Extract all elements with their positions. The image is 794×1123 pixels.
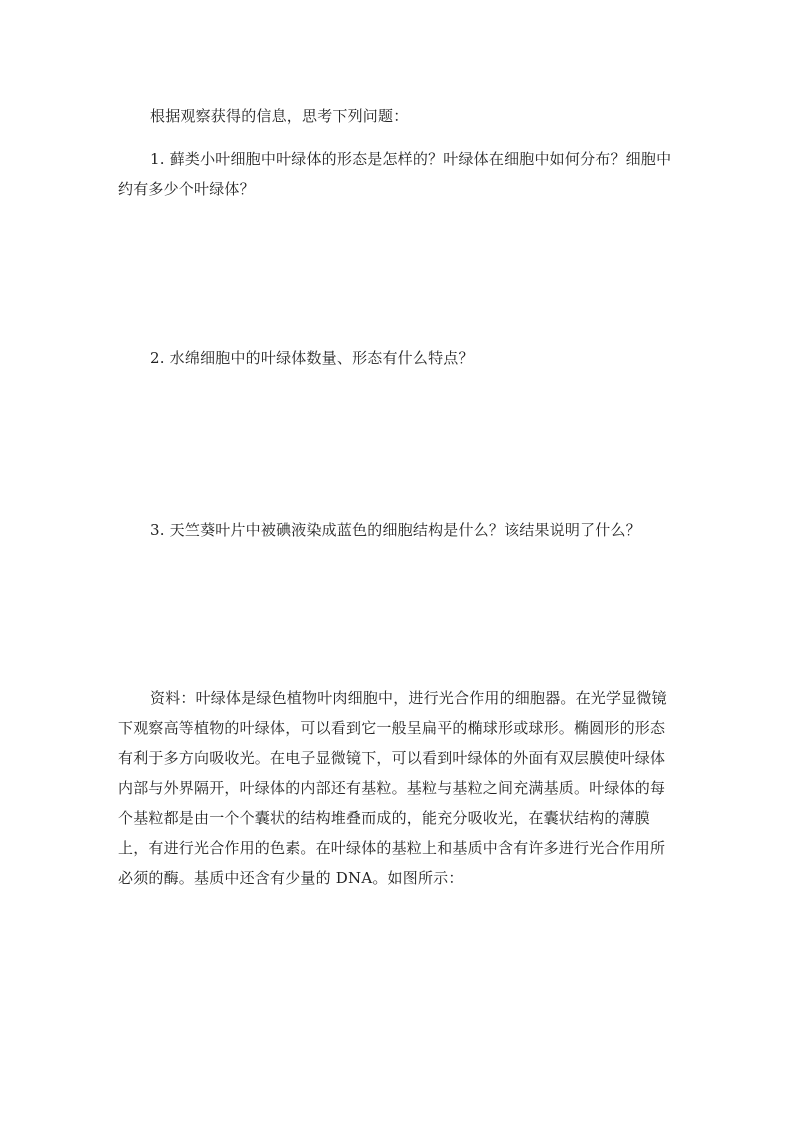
question-1: 1. 藓类小叶细胞中叶绿体的形态是怎样的？叶绿体在细胞中如何分布？细胞中约有多少个叶绿体？	[118, 150, 672, 198]
question-2: 2. 水绵细胞中的叶绿体数量、形态有什么特点？	[150, 349, 474, 367]
material-paragraph: 资料：叶绿体是绿色植物叶肉细胞中，进行光合作用的细胞器。在光学显微镜下观察高等植物的叶绿体，可以看到它一般呈扁平的椭球形或球形。椭圆形的形态有利于多方向吸收光。在电子显微镜下，可以看到叶绿体的外面有双层膜使叶绿体内部与外界隔开，叶绿体的内部还有基粒。基粒与基粒之间充满基质。叶绿体的每个基粒都是由一个个囊状的结构堆叠而成的，能充分吸收光，在囊状结构的薄膜上，有进行光合作用的色素。在叶绿体的基粒上和基质中含有许多进行光合作用所必须的酶。基质中还含有少量的 DNA。如图所示：	[118, 689, 667, 887]
question-3: 3. 天竺葵叶片中被碘液染成蓝色的细胞结构是什么？该结果说明了什么？	[150, 521, 641, 539]
intro-text: 根据观察获得的信息，思考下列问题：	[150, 107, 409, 125]
